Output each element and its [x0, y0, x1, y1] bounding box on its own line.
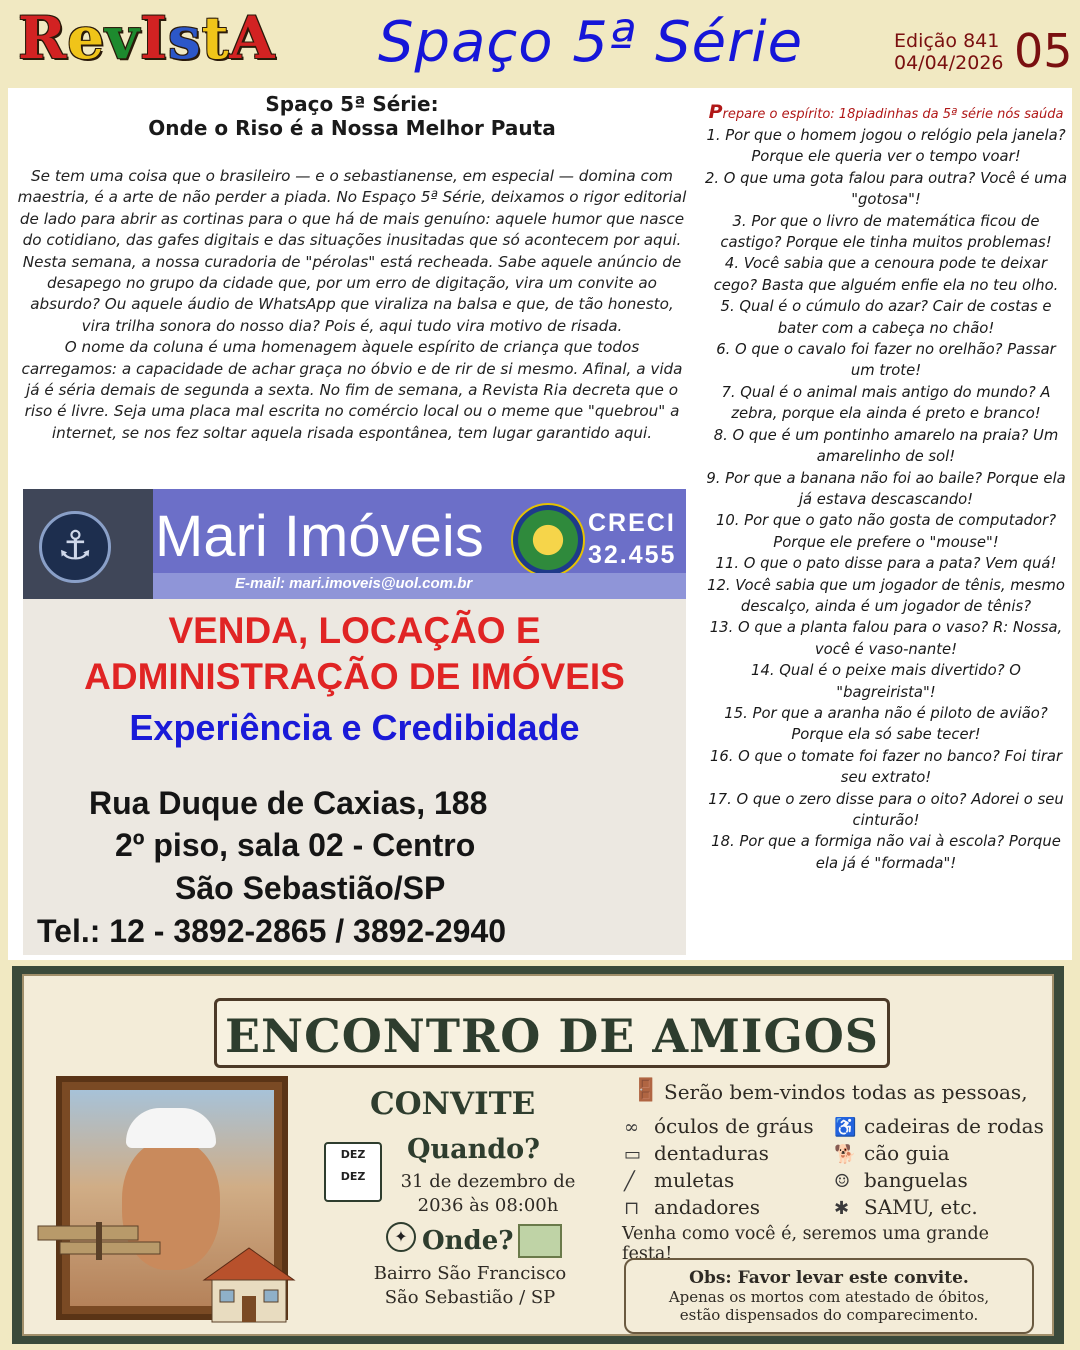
invitation-card [22, 974, 1054, 1336]
invitation-ad [12, 966, 1064, 1344]
page-header [0, 0, 1080, 88]
riddle-item: 17. O que o zero disse para o oito? Adorei o seu cinturão! [708, 790, 1064, 829]
riddle-item: 8. O que é um pontinho amarelo na praia? Um amarelinho de sol! [713, 426, 1059, 466]
welcome-text: Serão bem-vindos todas as pessoas, [664, 1080, 1028, 1104]
feature-item: ♿ cadeiras de rodas [834, 1114, 1044, 1138]
riddle-item: 11. O que o pato disse para a pata? Vem quá! [715, 555, 1057, 573]
ad-address-line2: 2º piso, sala 02 - Centro [115, 827, 476, 863]
compass-icon: ✦ [386, 1222, 416, 1252]
onde-line: São Sebastião / SP [384, 1287, 556, 1308]
mari-imoveis-ad[interactable] [23, 489, 686, 955]
venha-text: Venha como você é, seremos uma grande festa! [622, 1224, 990, 1264]
ad-headline-line1: VENDA, LOCAÇÃO E [168, 610, 541, 651]
article-body [16, 166, 688, 444]
riddle-item: 13. O que a planta falou para o vaso? R: Nossa, você é vaso-nante! [709, 619, 1063, 658]
crutch-icon: ╱ [624, 1171, 635, 1192]
article [16, 92, 688, 444]
teeth-icon: ▭ [624, 1144, 642, 1165]
riddle-item: 5. Qual é o cúmulo do azar? Cair de costas e bater com a cabeça no chão! [720, 298, 1052, 337]
calendar-month: DEZ [340, 1148, 366, 1161]
feature-item: ⊓ andadores [624, 1195, 761, 1219]
glasses-icon: ∞ [624, 1117, 639, 1138]
riddle-item: 16. O que o tomate foi fazer no banco? Foi tirar seu extrato! [709, 747, 1063, 787]
riddle-item: 9. Por que a banana não foi ao baile? Porque ela já estava descascando! [706, 469, 1066, 508]
map-icon [518, 1224, 562, 1258]
convite-title: CONVITE [370, 1086, 536, 1122]
riddles-intro: Prepare o espírito: 18piadinhas da 5ª série nós saúda [708, 101, 1064, 123]
riddle-item: 4. Você sabia que a cenoura pode te deixar cego? Basta que alguém enfie ela no teu olho. [713, 255, 1059, 294]
article-paragraph: Se tem uma coisa que o brasileiro — e o sebastianense, em especial — domina com maestria, é a arte de não perder a piada. No Espaço 5ª Série, deixamos o rigor editorial de lado para abrir as cortinas para o que há de mais genuíno: aquele humor que nasce do cotidiano, das gafes digitais e das situações inusitadas que só acontecem por aqui. [17, 167, 687, 250]
quando-value: 31 de dezembro de 2036 às 08:00h [400, 1171, 576, 1216]
page-number: 05 [1014, 24, 1073, 78]
edition-info [894, 30, 1004, 74]
star-of-life-icon: ✱ [834, 1198, 850, 1219]
obs-title: Obs: Favor levar este convite. [689, 1268, 969, 1288]
article-paragraph: Nesta semana, a nossa curadoria de "pérolas" está recheada. Sabe aquele anúncio de desapego no grupo da cidade que, por um erro de digitação, vira um convite ao absurdo? Ou aquele áudio de WhatsApp que viraliza na balsa e que, de tão honesto, vira trilha sonora do nosso dia? Pois é, aqui tudo vira motivo de risada. [22, 252, 682, 335]
riddle-item: 18. Por que a formiga não vai à escola? Porque ela já é "formada"! [711, 833, 1061, 872]
edition-number: Edição 841 [894, 30, 1000, 52]
riddle-item: 3. Por que o livro de matemática ficou de castigo? Porque ele tinha muitos problemas! [720, 212, 1052, 252]
onde-label: Onde? [422, 1226, 514, 1256]
riddle-item: 12. Você sabia que um jogador de tênis, mesmo descalço, ainda é um jogador de tênis? [707, 576, 1065, 615]
creci-badge [588, 507, 676, 571]
riddle-item: 6. O que o cavalo foi fazer no orelhão? Passar um trote! [716, 341, 1056, 380]
onde-value [360, 1262, 580, 1310]
quando-label: Quando? [407, 1134, 540, 1165]
guide-dog-icon: 🐕 [834, 1144, 857, 1165]
edition-date: 04/04/2026 [894, 52, 1004, 74]
article-paragraph: O nome da coluna é uma homenagem àquele espírito de criança que todos carregamos: a capacidade de achar graça no óbvio e de rir de si mesmo. Afinal, a vida já é séria demais de segunda a sexta. No fim de semana, a Revista Ria decreta que o riso é livre. Seja uma placa mal escrita no comércio local ou o meme que "quebrou" a internet, se nos fez soltar aquela risada espontânea, tem lugar garantido aqui. [21, 338, 683, 442]
riddle-item: 10. Por que o gato não gosta de computador? Porque ele prefere o "mouse"! [715, 512, 1057, 551]
ad-email[interactable]: E-mail: mari.imoveis@uol.com.br [235, 575, 473, 592]
article-title-line: Onde o Riso é a Nossa Melhor Pauta [148, 116, 556, 140]
calendar-day: DEZ [340, 1170, 366, 1183]
onde-line: Bairro São Francisco [373, 1263, 567, 1284]
invitation-banner [214, 998, 890, 1068]
feature-item: ☺ banguelas [834, 1168, 968, 1192]
obs-line: estão dispensados do comparecimento. [679, 1306, 979, 1324]
invitation-banner-title: ENCONTRO DE AMIGOS [224, 1009, 880, 1063]
calendar-icon [324, 1142, 382, 1202]
ad-address-line3: São Sebastião/SP [175, 870, 446, 906]
ad-company-name: Mari Imóveis [155, 504, 484, 569]
obs-box [624, 1258, 1034, 1334]
feature-item: ▭ dentaduras [624, 1141, 769, 1165]
riddles-column [704, 102, 1068, 874]
section-title: Spaço 5ª Série [378, 10, 804, 75]
ad-headline-line2: ADMINISTRAÇÃO DE IMÓVEIS [84, 656, 625, 697]
brazil-seal-icon [511, 503, 585, 577]
ad-address-line1: Rua Duque de Caxias, 188 [89, 785, 488, 821]
ad-phone[interactable]: Tel.: 12 - 3892-2865 / 3892-2940 [37, 913, 507, 949]
house-icon [194, 1244, 304, 1324]
signpost-icon [30, 1220, 170, 1260]
feature-item: ✱ SAMU, etc. [834, 1195, 978, 1219]
riddle-item: 2. O que uma gota falou para outra? Você é uma "gotosa"! [704, 169, 1068, 209]
creci-label: CRECI [588, 509, 676, 537]
riddle-item: 1. Por que o homem jogou o relógio pela janela? Porque ele queria ver o tempo voar! [706, 127, 1066, 166]
article-title [16, 92, 688, 140]
portrait-cap [126, 1108, 216, 1148]
feature-item: ╱ muletas [624, 1168, 735, 1192]
riddle-item: 15. Por que a aranha não é piloto de avião? Porque ela só sabe tecer! [724, 704, 1048, 744]
revista-logo: RevIstA [18, 4, 276, 72]
ad-tagline: Experiência e Credibidade [129, 707, 580, 748]
anchor-icon: ⚓ [39, 511, 111, 583]
creci-number: 32.455 [588, 541, 677, 569]
riddle-list [704, 125, 1068, 874]
riddle-item: 14. Qual é o peixe mais divertido? O "bagreirista"! [751, 662, 1021, 701]
feature-item: ∞ óculos de gráus [624, 1114, 814, 1138]
wheelchair-icon: ♿ [834, 1117, 857, 1138]
article-title-line: Spaço 5ª Série: [265, 92, 439, 116]
feature-item: 🐕 cão guia [834, 1141, 950, 1165]
smiley-icon: ☺ [834, 1171, 851, 1192]
door-icon: 🚪 [632, 1078, 660, 1103]
walker-icon: ⊓ [624, 1198, 640, 1219]
riddle-item: 7. Qual é o animal mais antigo do mundo? A zebra, porque ela ainda é preto e branco! [721, 383, 1051, 423]
obs-line: Apenas os mortos com atestado de óbitos, [668, 1288, 990, 1306]
